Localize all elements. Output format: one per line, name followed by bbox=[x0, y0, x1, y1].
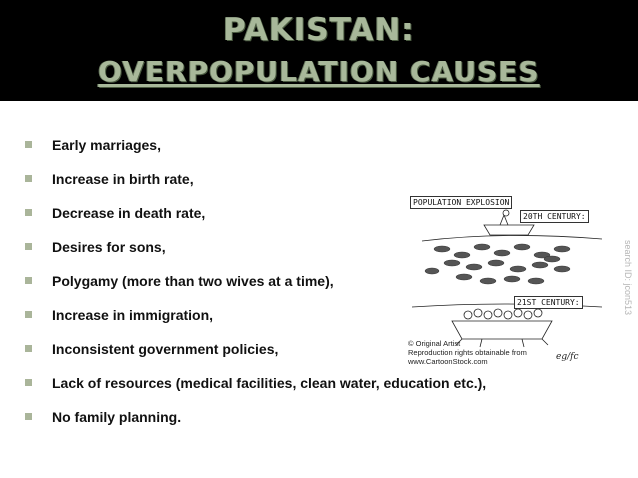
slide-title-line2 bbox=[0, 55, 638, 88]
bullet-text: Inconsistent government policies, bbox=[52, 341, 279, 357]
copyright-line3: www.CartoonStock.com bbox=[408, 357, 488, 366]
cartoon-21st-century-label: 21ST CENTURY: bbox=[514, 296, 583, 309]
search-id-side-text: search ID: jcon513 bbox=[623, 240, 633, 316]
slide-header bbox=[0, 0, 638, 101]
bullet-square-icon bbox=[25, 311, 32, 318]
cartoon-20th-century-label: 20TH CENTURY: bbox=[520, 210, 589, 223]
copyright-line1: © Original Artist bbox=[408, 339, 461, 348]
artist-signature: eg/fc bbox=[556, 352, 579, 362]
bullet-text: Increase in immigration, bbox=[52, 307, 214, 323]
slide-title-line1: PAKISTAN: bbox=[223, 12, 415, 48]
bullet-text: No family planning. bbox=[52, 409, 182, 425]
bullet-square-icon bbox=[25, 413, 32, 420]
bullet-text: Decrease in death rate, bbox=[52, 205, 206, 221]
bullet-square-icon bbox=[25, 243, 32, 250]
copyright-line2: Reproduction rights obtainable from bbox=[408, 348, 527, 357]
bullet-square-icon bbox=[25, 379, 32, 386]
bullet-square-icon bbox=[25, 277, 32, 284]
bullet-text: Increase in birth rate, bbox=[52, 171, 194, 187]
cartoon-top-label: POPULATION EXPLOSION bbox=[410, 196, 512, 209]
slide-title-line2-text: OVERPOPULATION CAUSES bbox=[98, 55, 540, 88]
bullet-square-icon bbox=[25, 345, 32, 352]
bullet-square-icon bbox=[25, 175, 32, 182]
bullet-square-icon bbox=[25, 141, 32, 148]
bullet-text: Early marriages, bbox=[52, 137, 161, 153]
cartoon-copyright bbox=[408, 339, 527, 366]
bullet-text: Desires for sons, bbox=[52, 239, 166, 255]
bullet-square-icon bbox=[25, 209, 32, 216]
bullet-text: Lack of resources (medical facilities, clean water, education etc.), bbox=[52, 375, 487, 391]
bullet-text: Polygamy (more than two wives at a time), bbox=[52, 273, 334, 289]
